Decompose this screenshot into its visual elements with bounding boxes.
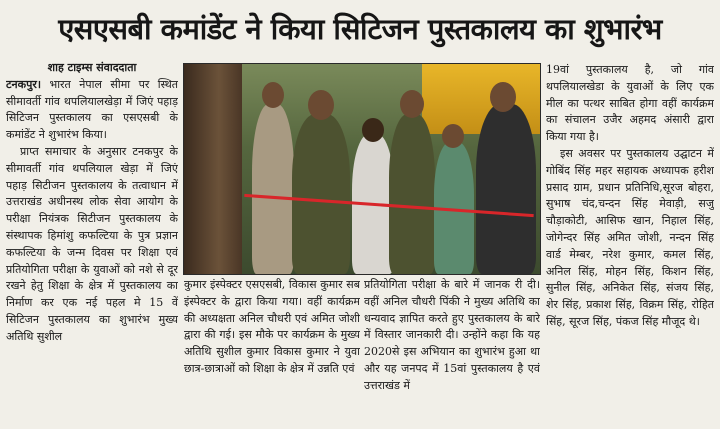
- photo-person-head: [308, 90, 334, 120]
- paragraph-4: प्रतियोगिता परीक्षा के बारे में जानक री दी। वहीं अनिल चौधरी पिंकी ने मुख्य अतिथि का धन्यवाद ज्ञापित करते हुए पुस्तकालय के बारे में विस्तार जानकारी दी। उन्होंने कहा कि यह 2020से इस अभियान का शुभारंभ हुआ था और यह जनपद में 15वां पुस्तकालय है एवं उत्तराखंड में: [364, 278, 540, 392]
- photo-person: [252, 104, 294, 274]
- photo-person: [389, 114, 435, 274]
- photo-person-head: [442, 124, 464, 148]
- dateline-place: टनकपुर।: [6, 77, 42, 91]
- photo-person: [476, 104, 536, 274]
- paragraph-3: कुमार इंस्पेक्टर एसएसबी, विकास कुमार सब इंस्पेक्टर के द्वारा किया गया। वहीं कार्यक्रम की अध्यक्षता अनिल चौधरी एवं अमित जोशी द्वारा की गई। इस मौके पर कार्यक्रम के मुख्य अतिथि सुशील कुमार विकास कुमार ने युवा छात्र-छात्राओं को शिक्षा के क्षेत्र में उन्नति एवं: [184, 278, 360, 375]
- news-photo: [183, 63, 541, 275]
- paragraph-2: प्राप्त समाचार के अनुसार टनकपुर के सीमावर्ती गांव थपलियाल खेड़ा में जिएं पहाड़ सिटीजन पुस्तकालय के तत्वाधान में उत्तराखंड अधीनस्थ लोक सेवा आयोग के परीक्षा नियंत्रक सिटीजन पुस्तकालय के संस्थापक हिमांशु कफल्टिया के पुत्र प्रज्ञान कफल्टिया के जन्म दिवस पर शिक्षा एवं प्रतियोगिता परीक्षा के युवाओं को नशे से दूर रखने हेतु शिक्षा के क्षेत्र में पुस्तकालय का निर्माण कर एक नई पहल मे 15 वें सिटिजन पुस्तकालय का शुभारंभ मुख्य अतिथि सुशील: [6, 144, 178, 343]
- paragraph-1-text: भारत नेपाल सीमा पर स्थित सीमावर्ती गांव थपलियालखेड़ा में जिएं पहाड़ सिटिजन पुस्तकालय का एसएसबी के कमांडेंट ने शुभारंभ किया।: [6, 77, 178, 142]
- photo-person-head: [262, 82, 284, 108]
- article-column-2: [184, 277, 360, 427]
- article-column-3: [364, 277, 540, 427]
- headline: एसएसबी कमांडेंट ने किया सिटिजन पुस्तकालय का शुभारंभ: [58, 11, 662, 46]
- photo-door: [184, 64, 242, 274]
- byline: शाह टाइम्स संवाददाता: [47, 61, 137, 74]
- article-column-4: [546, 62, 714, 426]
- photo-person-head: [400, 90, 424, 118]
- paragraph-1: [6, 77, 178, 144]
- paragraph-5: 19वां पुस्तकालय है, जो गांव थपलियालखेडा के युवाओं के लिए एक मील का पत्थर साबित होगा वहीं कार्यक्रम का संचालन उजैर अहमद अंसारी द्वारा किया गया है।: [546, 63, 714, 144]
- photo-person: [292, 114, 350, 274]
- article-column-1: [6, 60, 178, 426]
- photo-person-head: [490, 82, 516, 112]
- photo-person-head: [362, 118, 384, 142]
- paragraph-6: इस अवसर पर पुस्तकालय उद्घाटन में गोबिंद सिंह महर सहायक अध्यापक हरीश प्रसाद ग्राम, प्रधान प्रतिनिधि,सूरज बोहरा, सुभाष चंद,चन्दन सिंह मेवाड़ी, सजु चौड़ाकोटी, आसिफ खान, निहाल सिंह, जोगेन्दर सिंह अमित जोशी, नन्दन सिंह वार्ड मेम्बर, नरेश कुमार, कमल सिंह, अनिल सिंह, मोहन सिंह, किशन सिंह, सुनील सिंह, अनिकेत सिंह, संजय सिंह, शेर सिंह, प्रकाश सिंह, विक्रम सिंह, रोहित सिंह, सूरज सिंह, पंकज सिंह मौजूद थे।: [546, 146, 714, 328]
